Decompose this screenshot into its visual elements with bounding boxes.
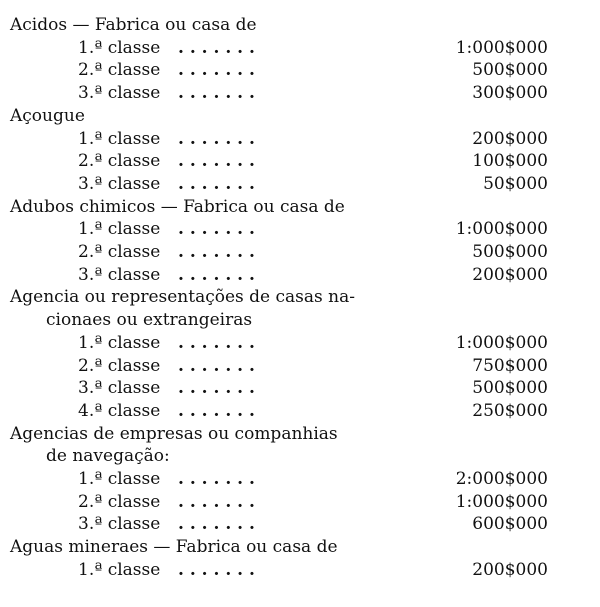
classe-row bbox=[0, 59, 600, 81]
classe-label: 2.ª classe bbox=[78, 355, 161, 376]
dot-leader: . . . . . . . bbox=[178, 378, 255, 399]
dot-leader: . . . . . . . bbox=[178, 151, 255, 172]
tax-value: 50$000 bbox=[483, 173, 548, 194]
tax-value: 2:000$000 bbox=[455, 469, 548, 489]
classe-row bbox=[0, 355, 600, 377]
tax-value: 300$000 bbox=[472, 83, 548, 104]
classe-row bbox=[0, 377, 600, 399]
entry-title: Agencias de empresas ou companhias bbox=[10, 423, 338, 444]
tax-value: 200$000 bbox=[472, 264, 548, 285]
classe-row bbox=[0, 82, 600, 104]
dot-leader: . . . . . . . bbox=[178, 559, 255, 580]
classe-row bbox=[0, 128, 600, 150]
classe-label: 2.ª classe bbox=[78, 491, 161, 512]
dot-leader: . . . . . . . bbox=[178, 173, 255, 194]
classe-row bbox=[0, 241, 600, 263]
dot-leader: . . . . . . . bbox=[178, 491, 255, 512]
classe-label: 1.ª classe bbox=[78, 332, 161, 353]
classe-label: 3.ª classe bbox=[78, 264, 161, 285]
classe-label: 1.ª classe bbox=[78, 559, 161, 580]
classe-row bbox=[0, 491, 600, 513]
dot-leader: . . . . . . . bbox=[178, 514, 255, 535]
entry-title: Agencia ou representações de casas na- bbox=[10, 287, 355, 308]
dot-leader: . . . . . . . bbox=[178, 242, 255, 262]
classe-label: 2.ª classe bbox=[78, 60, 161, 81]
classe-row bbox=[0, 400, 600, 422]
entry-title: Aguas mineraes — Fabrica ou casa de bbox=[10, 537, 338, 558]
dot-leader: . . . . . . . bbox=[178, 37, 255, 58]
tax-value: 1:000$000 bbox=[455, 332, 548, 353]
dot-leader: . . . . . . . bbox=[178, 60, 255, 81]
classe-label: 3.ª classe bbox=[78, 378, 161, 399]
tax-value: 500$000 bbox=[472, 60, 548, 81]
dot-leader: . . . . . . . bbox=[178, 400, 255, 421]
classe-row bbox=[0, 559, 600, 581]
dot-leader: . . . . . . . bbox=[178, 264, 255, 285]
classe-row bbox=[0, 173, 600, 195]
tax-value: 750$000 bbox=[472, 355, 548, 376]
tax-value: 200$000 bbox=[472, 128, 548, 149]
tax-value: 250$000 bbox=[472, 400, 548, 421]
classe-row bbox=[0, 468, 600, 490]
dot-leader: . . . . . . . bbox=[178, 355, 255, 376]
entry-title-continuation: de navegação: bbox=[46, 446, 170, 467]
dot-leader: . . . . . . . bbox=[178, 469, 255, 489]
classe-row bbox=[0, 264, 600, 286]
tax-value: 1:000$000 bbox=[455, 219, 548, 240]
dot-leader: . . . . . . . bbox=[178, 83, 255, 104]
classe-row bbox=[0, 218, 600, 240]
classe-label: 2.ª classe bbox=[78, 242, 161, 262]
dot-leader: . . . . . . . bbox=[178, 128, 255, 149]
tax-value: 1:000$000 bbox=[455, 491, 548, 512]
tax-value: 500$000 bbox=[472, 242, 548, 262]
classe-row bbox=[0, 332, 600, 354]
classe-label: 1.ª classe bbox=[78, 37, 161, 58]
classe-label: 3.ª classe bbox=[78, 514, 161, 535]
classe-label: 3.ª classe bbox=[78, 83, 161, 104]
tax-value: 1:000$000 bbox=[455, 37, 548, 58]
entry-title: Acidos — Fabrica ou casa de bbox=[10, 15, 257, 35]
classe-label: 2.ª classe bbox=[78, 151, 161, 172]
classe-label: 1.ª classe bbox=[78, 219, 161, 240]
classe-label: 1.ª classe bbox=[78, 128, 161, 149]
entry-title: Açougue bbox=[10, 105, 85, 126]
entry-title-continuation: cionaes ou extrangeiras bbox=[46, 310, 253, 331]
classe-row bbox=[0, 37, 600, 59]
dot-leader: . . . . . . . bbox=[178, 332, 255, 353]
tax-value: 200$000 bbox=[472, 559, 548, 580]
classe-row bbox=[0, 150, 600, 172]
classe-label: 3.ª classe bbox=[78, 173, 161, 194]
classe-label: 4.ª classe bbox=[78, 400, 161, 421]
tax-value: 100$000 bbox=[472, 151, 548, 172]
tax-value: 500$000 bbox=[472, 378, 548, 399]
classe-row bbox=[0, 513, 600, 535]
dot-leader: . . . . . . . bbox=[178, 219, 255, 240]
tax-value: 600$000 bbox=[472, 514, 548, 535]
classe-label: 1.ª classe bbox=[78, 469, 161, 489]
entry-title: Adubos chimicos — Fabrica ou casa de bbox=[10, 196, 345, 217]
